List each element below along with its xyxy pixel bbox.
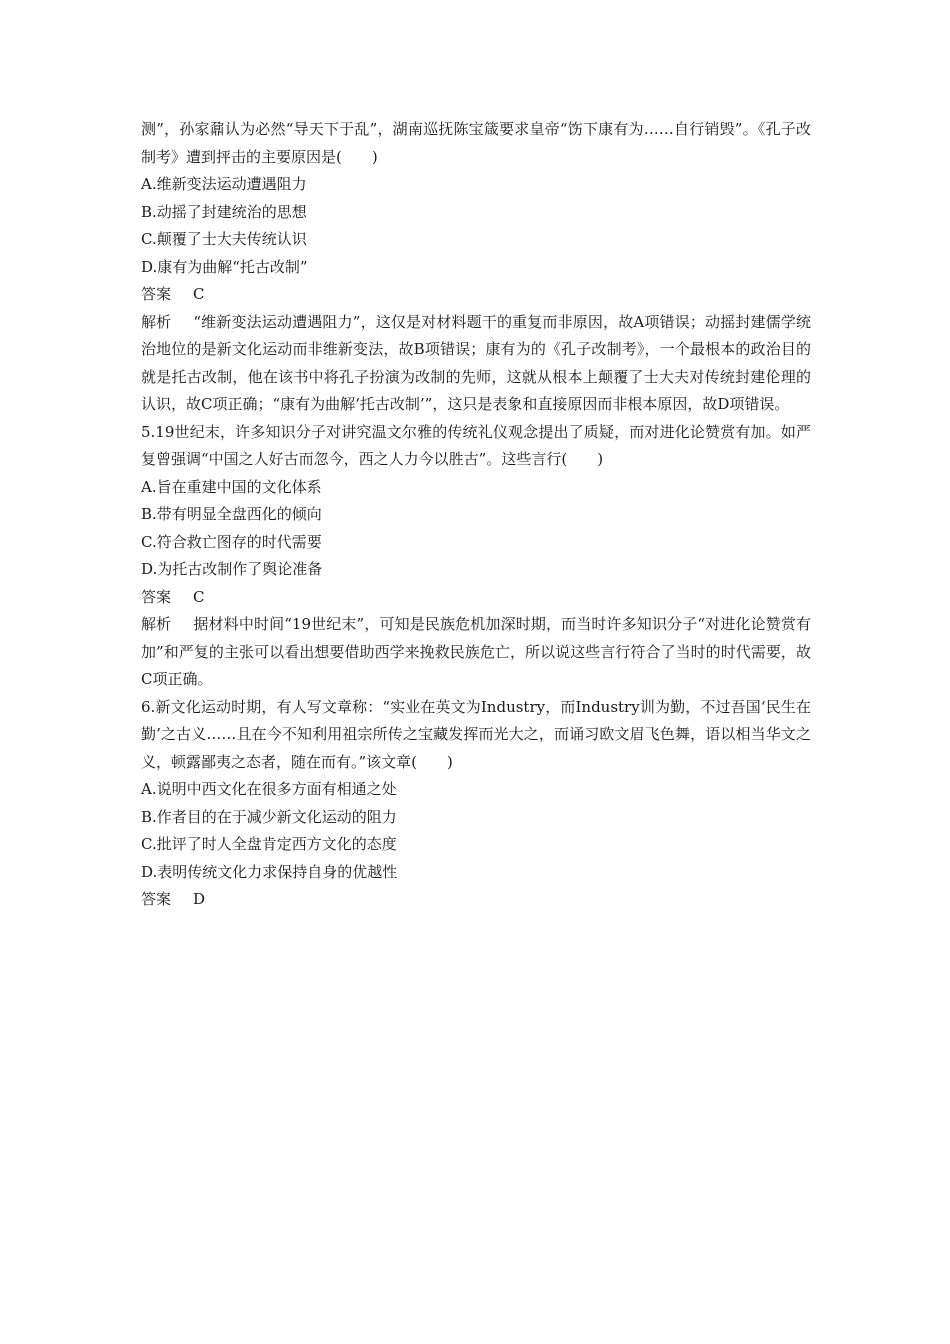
question-4-option-a: A.维新变法运动遭遇阻力 bbox=[141, 175, 307, 193]
analysis-text: “维新变法运动遭遇阻力”，这仅是对材料题干的重复而非原因，故A项错误；动摇封建儒学统治地位的是新文化运动而非维新变法，故B项错误；康有为的《孔子改制考》，一个最根本的政治目的就是托古改制，他在该书中将孔子扮演为改制的先师，这就从根本上颠覆了士大夫对传统封建伦理的认识，故C项正确；“康有为曲解‘托古改制’”，这只是表象和直接原因而非根本原因，故D项错误。 bbox=[141, 312, 811, 413]
answer-value: C bbox=[193, 587, 205, 606]
question-6-answer bbox=[141, 886, 811, 914]
answer-value: D bbox=[193, 890, 206, 908]
question-4-option-c: C.颠覆了士大夫传统认识 bbox=[141, 230, 307, 248]
question-5-analysis bbox=[141, 611, 811, 694]
analysis-label: 解析 bbox=[141, 312, 172, 331]
question-5-option-a: A.旨在重建中国的文化体系 bbox=[141, 477, 322, 496]
question-6-option-c: C.批评了时人全盘肯定西方文化的态度 bbox=[141, 835, 397, 853]
question-6-stem: 6.新文化运动时期，有人写文章称：“实业在英文为Industry，而Industry训为勤，不过吾国‘民生在勤’之古义……且在今不知利用祖宗所传之宝藏发挥而光大之，而诵习欧文眉飞色舞，语以相当华文之义，顿露鄙夷之态者，随在而有。”该文章( ) bbox=[141, 697, 811, 771]
question-4-answer bbox=[141, 281, 811, 309]
answer-label: 答案 bbox=[141, 890, 172, 908]
question-5-option-d: D.为托古改制作了舆论准备 bbox=[141, 560, 323, 578]
question-6-option-a: A.说明中西文化在很多方面有相通之处 bbox=[141, 780, 397, 798]
question-4-option-d: D.康有为曲解“托古改制” bbox=[141, 257, 308, 276]
question-6-option-d: D.表明传统文化力求保持自身的优越性 bbox=[141, 862, 398, 881]
document-body bbox=[141, 116, 811, 914]
analysis-text: 据材料中时间“19世纪末”，可知是民族危机加深时期，而当时许多知识分子“对进化论赞赏有加”和严复的主张可以看出想要借助西学来挽救民族危亡，所以说这些言行符合了当时的时代需要，故C项正确。 bbox=[141, 615, 811, 688]
analysis-label: 解析 bbox=[141, 615, 172, 633]
question-5-option-b: B.带有明显全盘西化的倾向 bbox=[141, 505, 322, 523]
question-4-analysis bbox=[141, 309, 811, 419]
question-5-answer bbox=[141, 584, 811, 612]
answer-label: 答案 bbox=[141, 587, 172, 606]
answer-value: C bbox=[193, 285, 205, 303]
answer-label: 答案 bbox=[141, 285, 172, 303]
question-4-option-b: B.动摇了封建统治的思想 bbox=[141, 202, 307, 221]
question-6-option-b: B.作者目的在于减少新文化运动的阻力 bbox=[141, 807, 397, 826]
question-5-stem: 5.19世纪末，许多知识分子对讲究温文尔雅的传统礼仪观念提出了质疑，而对进化论赞赏有加。如严复曾强调“中国之人好古而忽今，西之人力今以胜古”。这些言行( ) bbox=[141, 422, 811, 468]
question-5-option-c: C.符合救亡图存的时代需要 bbox=[141, 532, 322, 551]
question-4-stem-continuation: 测”，孙家鼐认为必然“导天下于乱”，湖南巡抚陈宝箴要求皇帝“饬下康有为……自行销毁”。《孔子改制考》遭到抨击的主要原因是( ) bbox=[141, 120, 811, 166]
